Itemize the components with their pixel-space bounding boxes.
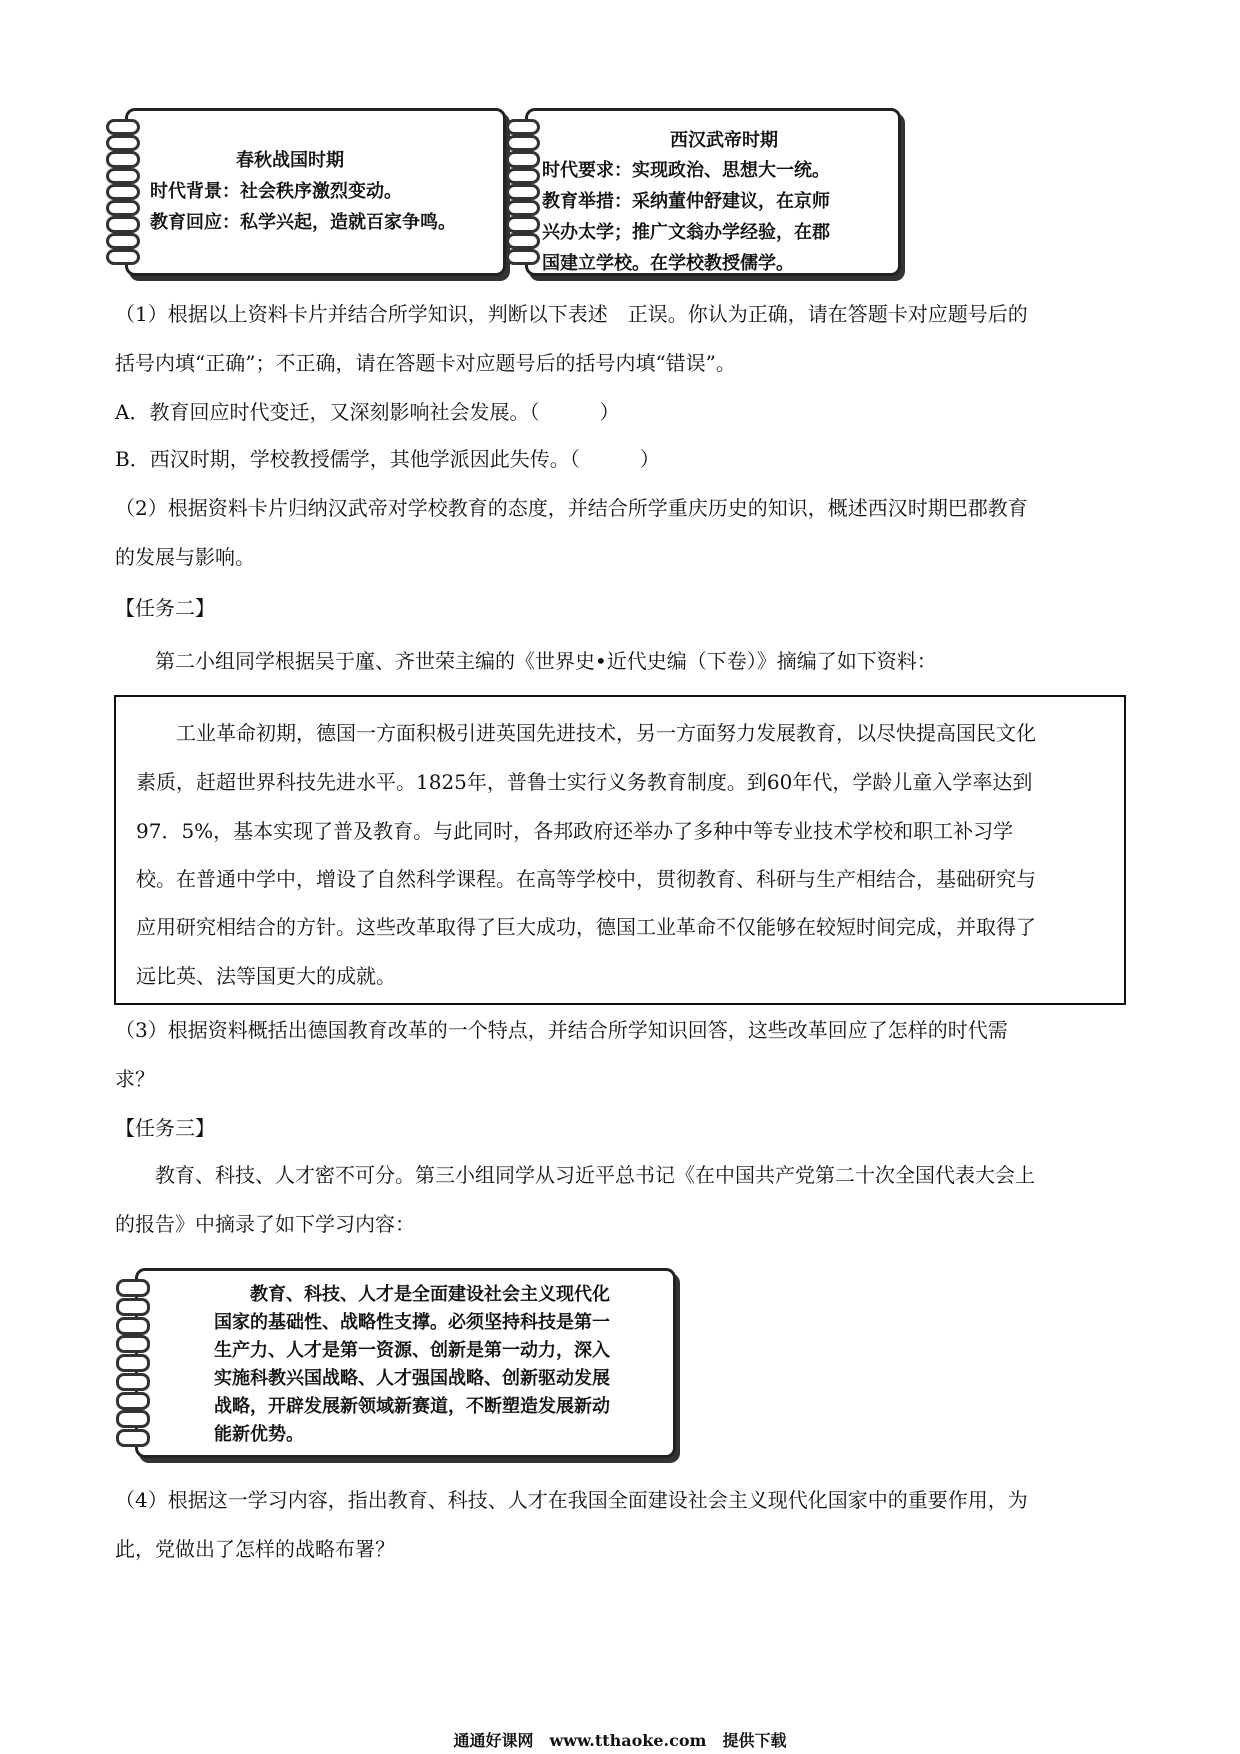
material-box xyxy=(114,695,1126,1005)
question-2-line: 的发展与影响。 xyxy=(115,545,255,569)
task-3-intro: 教育、科技、人才密不可分。第三小组同学从习近平总书记《在中国共产党第二十次全国代表大会上 xyxy=(115,1163,1035,1187)
info-card-spring-autumn xyxy=(125,108,506,276)
card-line: 教育、科技、人才是全面建设社会主义现代化 xyxy=(214,1284,610,1305)
card-line: 实施科教兴国战略、人才强国战略、创新驱动发展 xyxy=(214,1368,610,1389)
question-4-line: （4）根据这一学习内容，指出教育、科技、人才在我国全面建设社会主义现代化国家中的重要作用，为 xyxy=(115,1488,1028,1512)
question-3-line: 求？ xyxy=(115,1067,155,1091)
card-line: 生产力、人才是第一资源、创新是第一动力，深入 xyxy=(214,1340,610,1361)
task-2-intro: 第二小组同学根据吴于廑、齐世荣主编的《世界史•近代史编（下卷）》摘编了如下资料： xyxy=(115,649,937,673)
card-line: 能新优势。 xyxy=(214,1424,304,1445)
card-line: 教育回应：私学兴起，造就百家争鸣。 xyxy=(150,212,456,233)
material-line: 97．5%，基本实现了普及教育。与此同时，各邦政府还举办了多种中等专业技术学校和职工补习学 xyxy=(136,819,1014,843)
material-line: 校。在普通中学中，增设了自然科学课程。在高等学校中，贯彻教育、科研与生产相结合，基础研究与 xyxy=(136,867,1036,891)
task-3-heading: 【任务三】 xyxy=(115,1116,215,1140)
card-title: 西汉武帝时期 xyxy=(670,130,778,151)
statement-a: A．教育回应时代变迁，又深刻影响社会发展。（ ） xyxy=(115,400,620,424)
statement-b: B．西汉时期，学校教授儒学，其他学派因此失传。（ ） xyxy=(115,447,660,471)
question-1-line: （1）根据以上资料卡片并结合所学知识，判断以下表述 正误。你认为正确，请在答题卡对应题号后的 xyxy=(115,302,1028,326)
info-card-western-han xyxy=(525,108,901,276)
info-card-report xyxy=(135,1268,676,1458)
question-2-line: （2）根据资料卡片归纳汉武帝对学校教育的态度，并结合所学重庆历史的知识，概述西汉时期巴郡教育 xyxy=(115,496,1028,520)
spiral-binding-icon xyxy=(116,1279,150,1447)
spiral-binding-icon xyxy=(106,119,140,265)
card-line: 国建立学校。在学校教授儒学。 xyxy=(542,253,794,274)
question-1-line: 括号内填“正确”；不正确，请在答题卡对应题号后的括号内填“错误”。 xyxy=(115,351,736,375)
card-line: 教育举措：采纳董仲舒建议，在京师 xyxy=(542,191,830,212)
footer-source: 通通好课网 www.tthaoke.com 提供下载 xyxy=(453,1731,787,1750)
card-line: 战略，开辟发展新领域新赛道，不断塑造发展新动 xyxy=(214,1396,610,1417)
material-line: 工业革命初期，德国一方面积极引进英国先进技术，另一方面努力发展教育，以尽快提高国民文化 xyxy=(136,721,1036,745)
material-line: 应用研究相结合的方针。这些改革取得了巨大成功，德国工业革命不仅能够在较短时间完成，并取得了 xyxy=(136,915,1036,939)
card-title: 春秋战国时期 xyxy=(236,150,344,171)
card-line: 国家的基础性、战略性支撑。必须坚持科技是第一 xyxy=(214,1312,610,1333)
card-line: 兴办太学；推广文翁办学经验，在郡 xyxy=(542,222,830,243)
card-line: 时代要求：实现政治、思想大一统。 xyxy=(542,160,830,181)
question-3-line: （3）根据资料概括出德国教育改革的一个特点，并结合所学知识回答，这些改革回应了怎样的时代需 xyxy=(115,1018,1008,1042)
card-line: 时代背景：社会秩序激烈变动。 xyxy=(150,181,402,202)
spiral-binding-icon xyxy=(506,119,540,265)
task-3-intro: 的报告》中摘录了如下学习内容： xyxy=(115,1212,415,1236)
task-2-heading: 【任务二】 xyxy=(115,596,215,620)
material-line: 素质，赶超世界科技先进水平。1825年，普鲁士实行义务教育制度。到60年代，学龄儿童入学率达到 xyxy=(136,770,1033,794)
question-4-line: 此，党做出了怎样的战略布署？ xyxy=(115,1537,395,1561)
material-line: 远比英、法等国更大的成就。 xyxy=(136,964,396,988)
